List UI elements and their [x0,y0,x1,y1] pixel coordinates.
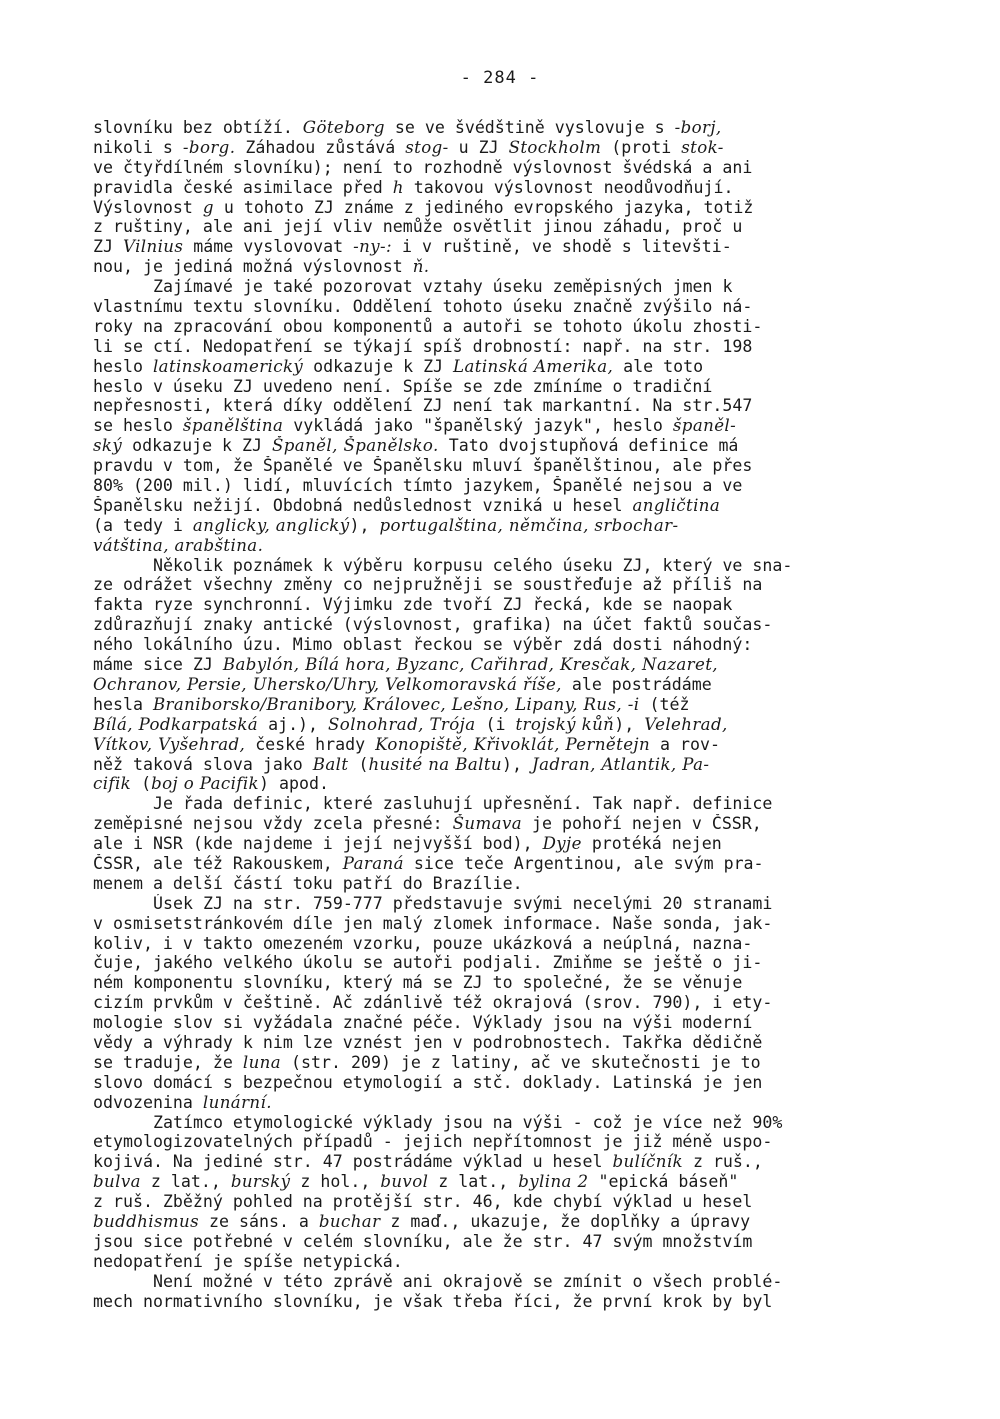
text-line [93,217,923,237]
text-segment: (str. 209) je z latiny, ač ve skutečnosti je to [281,1052,761,1072]
text-line [93,357,923,377]
italic-term: Solnohrad, Trója [328,714,476,734]
italic-term: -borg. [182,137,236,157]
italic-term: Bílá, Podkarpatská [93,714,259,734]
text-line [93,1172,923,1192]
italic-term: vátština, arabština. [93,535,264,555]
text-line [93,436,923,456]
text-line [93,178,923,198]
text-line [93,1073,923,1093]
text-segment: odkazuje k ZJ [122,436,273,456]
text-segment: roky na zpracování obou komponentů a autoři se tohoto úkolu zhosti- [93,316,763,336]
italic-term: cifik [93,774,132,794]
text-line [93,755,923,775]
text-segment: ( [348,754,369,774]
text-segment: z maď., ukazuje, že doplňky a úpravy [380,1211,751,1231]
italic-term: Balt [312,754,349,774]
text-line [93,396,923,416]
text-line [93,297,923,317]
text-segment: z ruš., [682,1152,763,1172]
text-segment: koliv, i v takto omezeném vzorku, pouze ukázková a neúplná, nazna- [93,933,753,953]
italic-term: španělština [182,416,284,436]
italic-term: Stockholm [508,137,602,157]
text-segment: ze odrážet všechny změny co nejpružněji se soustřeďuje až příliš na [93,575,763,595]
text-segment: Úsek ZJ na str. 759-777 představuje svými necelými 20 stranami [153,893,773,913]
text-line [93,615,923,635]
italic-term: trojský kůň [515,714,615,734]
text-line [93,854,923,874]
text-segment: čuje, jakého velkého úkolu se autoři podjali. Zmiňme se ještě o ji- [93,953,763,973]
text-segment: ), [614,714,645,734]
text-segment: zdůrazňují znaky antické (výslovnost, grafika) na účet faktů součas- [93,615,773,635]
text-line [93,1212,923,1232]
text-segment: ného lokálního úzu. Mimo oblast řeckou se výběr zdá dosti náhodný: [93,635,753,655]
text-line [93,814,923,834]
body-text [93,118,923,1311]
text-segment: vykládá jako "španělský jazyk", heslo [283,416,673,436]
text-segment: ze sáns. a [199,1211,319,1231]
text-line [93,1152,923,1172]
text-line [93,138,923,158]
italic-term: Španěl, Španělsko. [272,436,439,456]
text-segment: "epická báseň" [588,1172,739,1192]
italic-term: ň. [412,257,430,277]
text-line [93,715,923,735]
text-segment: ZJ [93,237,123,257]
italic-term: burský [230,1172,291,1192]
text-segment: pravdu v tom, že Španělé ve Španělsku mluví španělštinou, ale přes [93,456,753,476]
italic-term: g [202,197,214,217]
text-segment: Zajímavé je také pozorovat vztahy úseku zeměpisných jmen k [153,277,733,297]
text-segment: ( [131,774,152,794]
italic-term: boj o Pacifik [151,774,260,794]
text-segment: z lat., [140,1172,231,1192]
italic-term: bylina 2 [518,1172,589,1192]
text-segment: mech normativního slovníku, je však třeba říci, že první krok by byl [93,1291,773,1311]
text-segment: (též [639,694,690,714]
italic-term: latinskoamerický [152,356,304,376]
text-line [93,774,923,794]
italic-term: Vítkov, Vyšehrad, [93,734,246,754]
text-segment: Výslovnost [93,197,203,217]
text-segment: u tohoto ZJ známe z jediného evropského jazyka, totiž [213,197,754,217]
text-segment: cizím prvkům v češtině. Ač zdánlivě též okrajová (srov. 790), i ety- [93,993,773,1013]
text-segment: máme vyslovovat [183,237,354,257]
text-segment: nedopatření je spíše netypická. [93,1251,403,1271]
text-segment: v osmisetstránkovém díle jen malý zlomek informace. Naše sonda, jak- [93,913,773,933]
text-segment: ), [502,754,533,774]
text-line [93,1093,923,1113]
text-segment: Španělsku nežijí. Obdobná nedůslednost vzniká u hesel [93,495,633,515]
text-line [93,655,923,675]
text-segment: Zatímco etymologické výklady jsou na výši - což je více než 90% [153,1112,783,1132]
text-line [93,257,923,277]
text-line [93,476,923,496]
text-segment: hesla [93,694,153,714]
text-segment: pravidla české asimilace před [93,177,393,197]
text-segment: (i [475,714,516,734]
text-segment: ale postrádáme [561,674,712,694]
text-segment: zeměpisné nejsou vždy zcela přesné: [93,814,453,834]
text-line [93,118,923,138]
text-line [93,237,923,257]
page-number: - 284 - [460,68,540,88]
italic-term: Konopiště, Křivoklát, Perněteјn [375,734,651,754]
text-line [93,1113,923,1133]
italic-term: luna [242,1052,282,1072]
text-line [93,1272,923,1292]
text-segment: menem a delší částí toku patří do Brazílie. [93,873,523,893]
italic-term: Babylón, Bílá hora, Byzanc, Cařihrad, Kresčak, Nazaret, [222,655,718,675]
text-segment: vlastnímu textu slovníku. Oddělení tohoto úseku značně zvýšilo ná- [93,297,753,317]
text-segment: a rov- [650,734,720,754]
text-segment: něž taková slova jako [93,754,313,774]
text-segment: z lat., [428,1172,519,1192]
text-segment: Tato dvojstupňová definice má [438,436,739,456]
text-segment: ČSSR, ale též Rakouskem, [93,853,343,873]
text-segment: odvozenina [93,1092,203,1112]
italic-term: ský [93,436,123,456]
italic-term: angličtina [632,495,721,515]
text-line [93,575,923,595]
italic-term: stog- [405,137,449,157]
text-segment: nepřesnosti, která díky oddělení ZJ není tak markantní. Na str.547 [93,396,753,416]
text-segment: Není možné v této zprávě ani okrajově se zmínit o všech problé- [153,1271,783,1291]
text-segment: i v ruštině, ve shodě s litevšti- [392,237,732,257]
text-segment: mologie slov si vyžádala značné péče. Výklady jsou na výši moderní [93,1013,753,1033]
italic-term: Göteborg [302,118,385,137]
text-line [93,973,923,993]
text-segment: slovo domácí s bezpečnou etymologií a stč. doklady. Latinská je jen [93,1072,763,1092]
text-line [93,416,923,436]
text-segment: ), [349,515,380,535]
text-segment: je pohoří nejen v ČSSR, [522,814,762,834]
italic-term: bulva [93,1172,141,1192]
text-segment: se heslo [93,416,183,436]
text-line [93,894,923,914]
italic-term: Braniborsko/Branibory, Královec, Lešno, Lipany, Rus, -i [152,694,640,714]
text-segment: ném komponentu slovníku, který má se ZJ to společné, že se věnuje [93,973,743,993]
text-segment: z hol., [290,1172,381,1192]
text-segment: (proti [601,137,682,157]
text-segment: slovníku bez obtíží. [93,118,303,137]
text-segment: nou, je jediná možná výslovnost [93,257,413,277]
text-segment: se traduje, že [93,1052,243,1072]
text-segment: odkazuje k ZJ [303,356,454,376]
italic-term: Velehrad, [644,714,728,734]
text-segment: fakta ryze synchronní. Výjimku zde tvoří ZJ řecká, kde se naopak [93,595,733,615]
italic-term: anglicky, anglický [192,515,350,535]
text-line [93,536,923,556]
italic-term: španěl- [672,416,737,436]
text-line [93,735,923,755]
text-line [93,1053,923,1073]
text-line [93,914,923,934]
text-segment: kojivá. Na jediné str. 47 postrádáme výklad u hesel [93,1152,613,1172]
text-line [93,1013,923,1033]
italic-term: Dyje [542,834,582,854]
text-line [93,377,923,397]
text-segment: vědy a výhrady k nim lze vznést jen v podrobnostech. Takřka dědičně [93,1032,763,1052]
text-segment: 80% (200 mil.) lidí, mluvících tímto jazykem, Španělé nejsou a ve [93,476,743,496]
text-line [93,317,923,337]
text-segment: aj.), [258,714,329,734]
text-segment: z ruš. Zběžný pohled na protější str. 46, kde chybí výklad u hesel [93,1192,753,1212]
text-line [93,198,923,218]
text-segment: heslo [93,356,153,376]
text-line [93,277,923,297]
italic-term: Vilnius [122,237,184,257]
italic-term: -borj, [674,118,722,137]
text-line [93,158,923,178]
text-segment: (a tedy i [93,515,193,535]
italic-term: lunární. [202,1092,272,1112]
text-line [93,953,923,973]
text-segment: li se ctí. Nedopatření se týkají spíš drobností: např. na str. 198 [93,336,753,356]
italic-term: husité na Baltu [368,754,503,774]
text-line [93,556,923,576]
text-line [93,993,923,1013]
italic-term: buchar [318,1211,381,1231]
text-segment: české hrady [245,734,376,754]
italic-term: Jadran, Atlantik, Pa- [532,754,710,774]
italic-term: -ny-: [353,237,393,257]
text-line [93,595,923,615]
italic-term: buddhismus [93,1211,200,1231]
text-segment: heslo v úseku ZJ uvedeno není. Spíše se zde zmíníme o tradiční [93,376,713,396]
text-line [93,496,923,516]
text-line [93,675,923,695]
text-line [93,1132,923,1152]
italic-term: bulíčník [612,1152,683,1172]
italic-term: Ochranov, Persie, Uhersko/Uhry, Velkomoravská říše, [93,674,562,694]
italic-term: h [392,177,404,197]
text-line [93,1252,923,1272]
text-line [93,834,923,854]
text-line [93,635,923,655]
text-segment: Je řada definic, které zasluhují upřesnění. Tak např. definice [153,794,773,814]
text-line [93,1192,923,1212]
text-line [93,934,923,954]
text-segment: etymologizovatelných případů - jejich nepřítomnost je již méně uspo- [93,1132,773,1152]
text-segment: ) apod. [259,774,329,794]
italic-term: Šumava [452,814,523,834]
text-segment: protéká nejen [581,834,722,854]
text-line [93,695,923,715]
text-line [93,1033,923,1053]
text-line [93,874,923,894]
italic-term: stok- [681,137,724,157]
text-line [93,794,923,814]
text-line [93,1232,923,1252]
text-line [93,516,923,536]
text-segment: ale i NSR (kde najdeme i její nejvyšší bod), [93,834,543,854]
text-segment: nikoli s [93,137,183,157]
text-line [93,337,923,357]
italic-term: Paraná [342,853,404,873]
text-segment: jsou sice potřebné v celém slovníku, ale že str. 47 svým množstvím [93,1231,753,1251]
italic-term: buvol [380,1172,429,1192]
text-segment: takovou výslovnost neodůvodňují. [403,177,734,197]
text-segment: máme sice ZJ [93,655,223,675]
italic-term: Latinská Amerika, [453,356,614,376]
text-segment: ve čtyřdílném slovníku); není to rozhodně výslovnost švédská a ani [93,157,753,177]
text-line [93,1292,923,1312]
text-segment: ale toto [613,356,704,376]
text-segment: Záhadou zůstává [235,137,406,157]
text-segment: sice teče Argentinou, ale svým pra- [403,853,764,873]
text-segment: u ZJ [448,137,509,157]
text-segment: Několik poznámek k výběru korpusu celého úseku ZJ, který ve sna- [153,555,793,575]
italic-term: portugalština, němčina, srbochar- [379,515,679,535]
text-line [93,456,923,476]
text-segment: se ve švédštině vyslovuje s [384,118,675,137]
text-segment: z ruštiny, ale ani její vliv nemůže osvětlit jinou záhadu, proč u [93,217,743,237]
